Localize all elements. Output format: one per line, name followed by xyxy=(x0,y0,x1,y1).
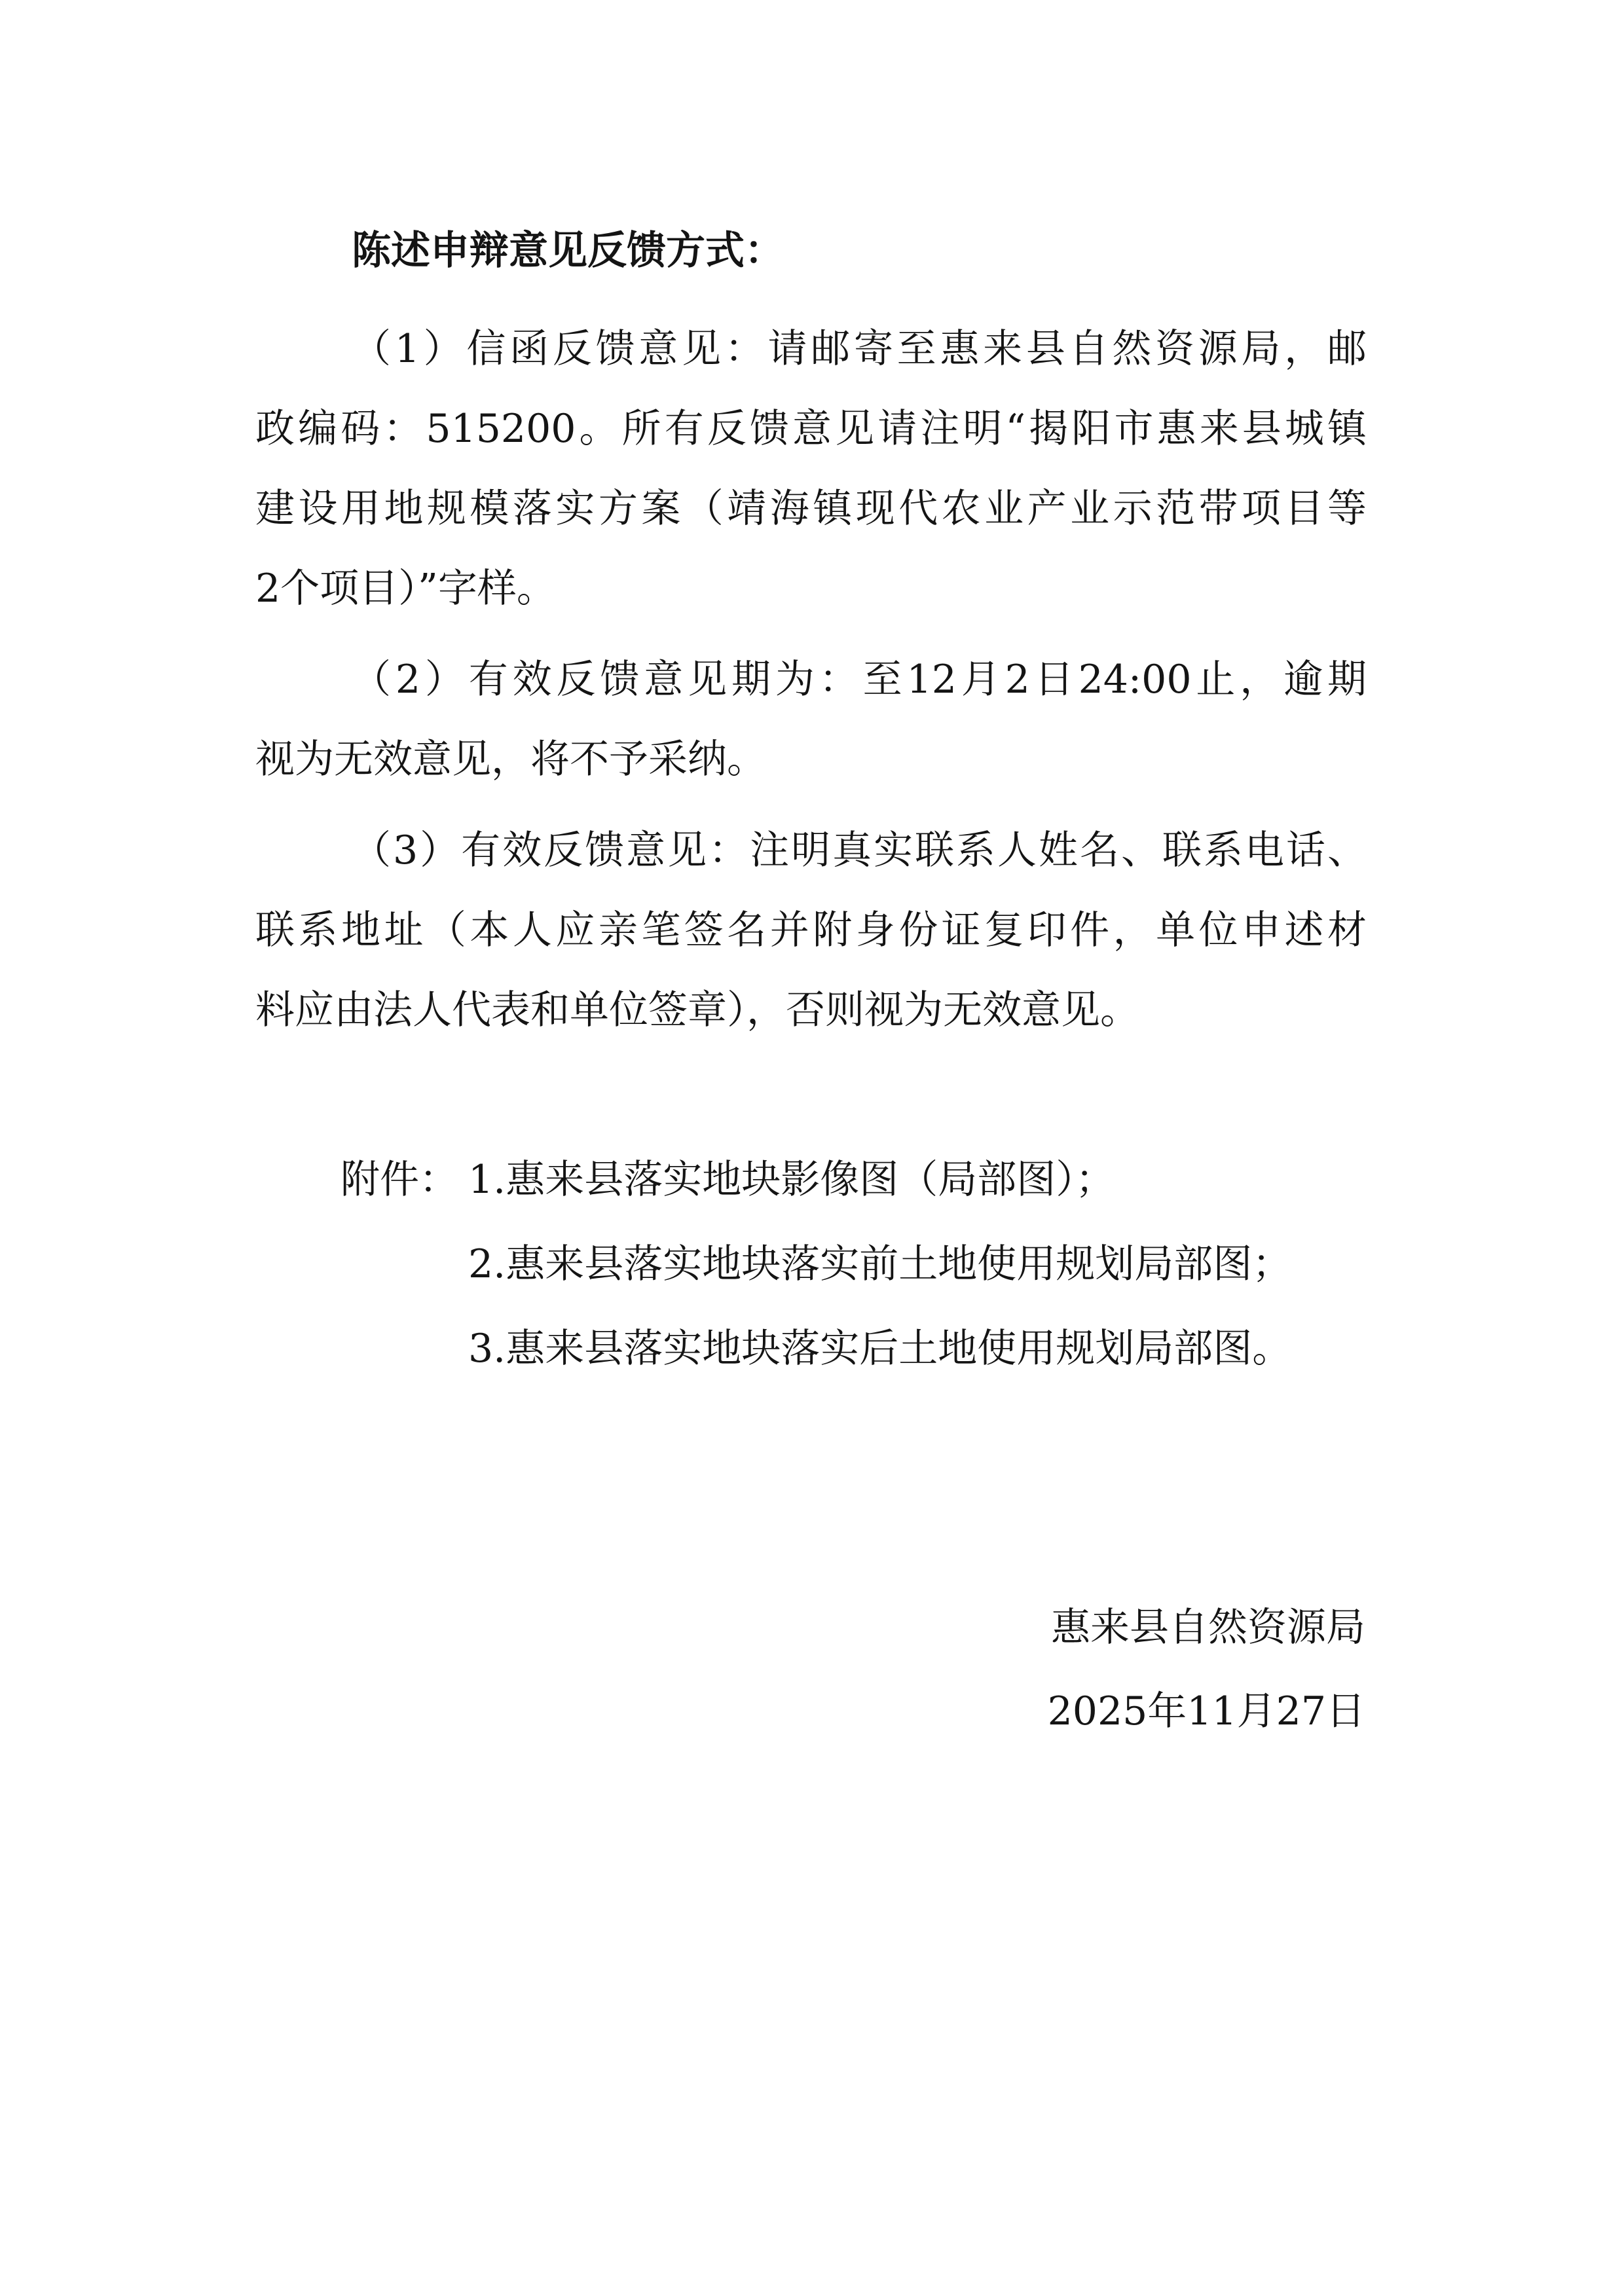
item-2-line-1: （2）有效反馈意见期为：至12月2日24:00止，逾期 xyxy=(352,657,1367,702)
section-heading: 陈述申辩意见反馈方式： xyxy=(352,228,784,274)
item-1-line-4: 2个项目）”字样。 xyxy=(255,566,556,611)
attachments-label: 附件： xyxy=(341,1157,458,1203)
attachment-item-3: 3.惠来县落实地块落实后土地使用规划局部图。 xyxy=(468,1326,1292,1372)
item-3-line-3: 料应由法人代表和单位签章），否则视为无效意见。 xyxy=(255,987,1139,1033)
item-2-line-2: 视为无效意见，将不予采纳。 xyxy=(255,737,766,782)
item-1-line-2: 政编码：515200。所有反馈意见请注明“揭阳市惠来县城镇 xyxy=(255,406,1367,452)
signature-date: 2025年11月27日 xyxy=(1047,1688,1365,1734)
item-1-line-3: 建设用地规模落实方案（靖海镇现代农业产业示范带项目等 xyxy=(255,486,1367,532)
attachment-item-1: 1.惠来县落实地块影像图（局部图）； xyxy=(468,1157,1115,1203)
item-1-line-1: （1）信函反馈意见：请邮寄至惠来县自然资源局，邮 xyxy=(352,326,1367,372)
signature-org: 惠来县自然资源局 xyxy=(1051,1605,1365,1650)
attachment-item-2: 2.惠来县落实地块落实前土地使用规划局部图； xyxy=(468,1241,1292,1287)
item-3-line-2: 联系地址（本人应亲笔签名并附身份证复印件，单位申述材 xyxy=(255,907,1367,953)
item-3-line-1: （3）有效反馈意见：注明真实联系人姓名、联系电话、 xyxy=(352,828,1367,873)
